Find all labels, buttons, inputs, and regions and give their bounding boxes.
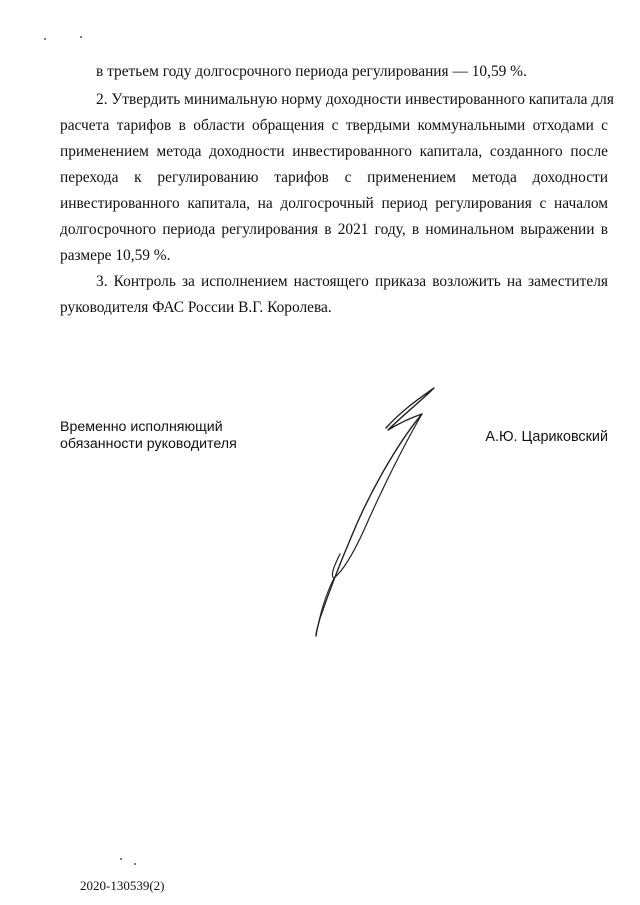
para-3-line-2: руководителя ФАС России В.Г. Королева. <box>60 299 332 316</box>
handwritten-signature <box>290 380 450 640</box>
scan-speck <box>44 38 46 40</box>
signer-name: А.Ю. Цариковский <box>485 429 608 445</box>
para-3-line-1: 3. Контроль за исполнением настоящего приказа возложить на заместителя <box>96 273 608 290</box>
scan-speck <box>134 863 136 865</box>
para-2-line-1: 2. Утвердить минимальную норму доходности инвестированного капитала для <box>96 91 614 108</box>
para-2-line-6: долгосрочного периода регулирования в 2021 году, в номинальном выражении в <box>60 221 608 238</box>
document-code: 2020-130539(2) <box>80 878 165 893</box>
para-2-line-3: применением метода доходности инвестированного капитала, созданного после <box>60 143 608 160</box>
para-2-line-4: перехода к регулированию тарифов с применением метода доходности <box>60 169 608 186</box>
para-2-line-5: инвестированного капитала, на долгосрочный период регулирования с началом <box>60 195 608 212</box>
scan-speck <box>120 858 122 860</box>
signer-position-line-2: обязанности руководителя <box>60 436 237 452</box>
para-2-line-7: размере 10,59 %. <box>60 247 171 264</box>
scan-speck <box>80 36 82 38</box>
para-2-line-2: расчета тарифов в области обращения с твердыми коммунальными отходами с <box>60 117 608 134</box>
signer-position-line-1: Временно исполняющий <box>60 419 223 435</box>
body-line-1: в третьем году долгосрочного периода регулирования — 10,59 %. <box>96 63 527 80</box>
